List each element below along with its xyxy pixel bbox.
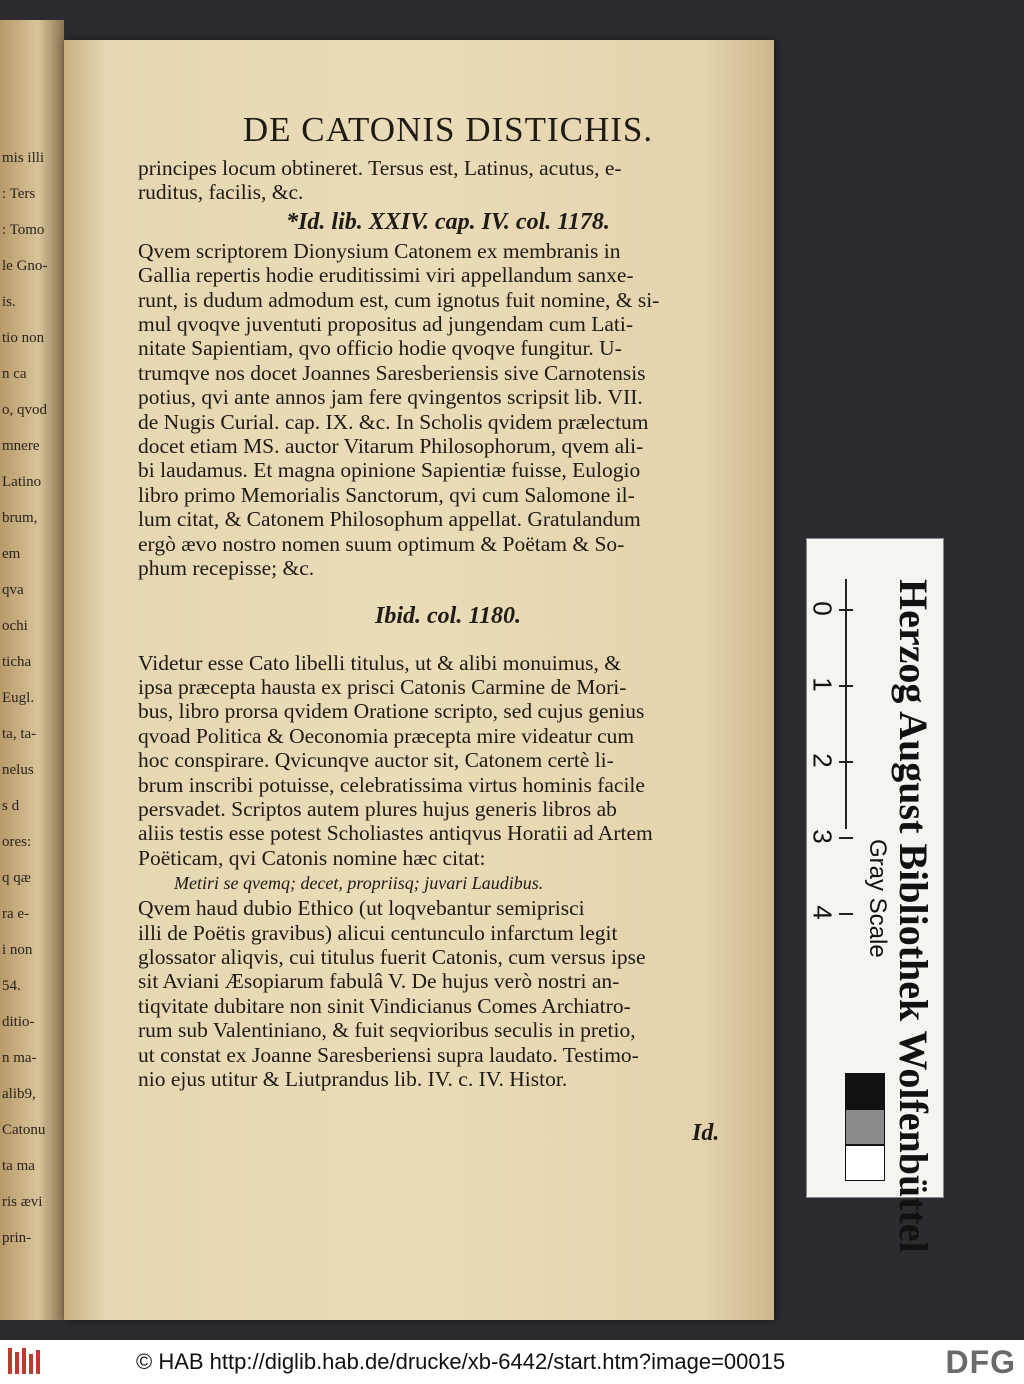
catchword: Id. [692,1120,720,1146]
text-line: brum inscribi potuisse, celebratissima virtus hominis facile [138,772,645,797]
text-line: phum recepisse; &c. [138,556,315,581]
text-line: sit Aviani Æsopiarum fabulâ V. De hujus verò nostri an- [138,969,620,994]
margin-fragment: ra e- [2,906,30,922]
margin-fragment: prin- [2,1230,32,1246]
margin-fragment: ores: [2,834,32,850]
margin-fragment: n ca [2,366,27,382]
text-line: bi laudamus. Et magna opinione Sapientiæ fuisse, Eulogio [138,458,641,483]
text-line: libro primo Memorialis Sanctorum, qvi cum Salomone il- [138,482,635,507]
ruler-scale [845,579,847,829]
text-line: aliis testis esse potest Scholiastes antiqvus Horatii ad Artem [138,821,653,846]
margin-fragment: : Tomo [2,222,45,238]
margin-fragment: i non [2,942,33,958]
text-line: Gallia repertis hodie eruditissimi viri appellandum sanxe- [138,263,634,288]
ruler-tick [839,685,853,687]
text-line: glossator aliqvis, cui titulus fuerit Catonis, cum versus ipse [138,944,646,969]
paragraph-c [138,651,758,871]
margin-fragment: tio non [2,330,45,346]
margin-fragment: em [2,546,21,562]
ruler-number: 2 [807,753,838,768]
text-line: potius, qvi ante annos jam fere qvingentos scripsit lib. VII. [138,385,643,410]
dfg-logo: DFG [945,1344,1016,1380]
margin-fragment: mnere [2,438,40,454]
footer-bar [0,1340,1024,1384]
ruler-number: 0 [807,601,838,616]
ruler-tick [839,913,853,915]
hab-logo-icon [8,1348,40,1374]
paragraph-a [138,156,758,205]
text-line: tiqvitate dubitare non sinit Vindicianus Comes Archiatro- [138,993,631,1018]
paragraph-d [138,896,758,1091]
text-line: mul qvoqve juventuti propositus ad jungendam cum Lati- [138,312,634,337]
ruler-tick [839,609,853,611]
margin-fragment: : Ters [2,186,36,202]
ruler-number: 3 [807,829,838,844]
margin-fragment: Catonu [2,1122,46,1138]
margin-fragment: 54. [2,978,21,994]
margin-fragment: s d [2,798,20,814]
left-page-edge [0,20,64,1320]
margin-fragment: qva [2,582,24,598]
text-line: nitate Sapientiam, qvo officio hodie qvoqve fungitur. U- [138,336,622,361]
text-line: docet etiam MS. auctor Vitarum Philosophorum, qvem ali- [138,434,644,459]
text-line: Qvem haud dubio Ethico (ut loqvebantur semiprisci [138,896,585,921]
margin-fragment: mis illi [2,150,45,166]
verse-quote: Metiri se qvemq; decet, propriisq; juvari Laudibus. [174,873,544,894]
margin-fragment: ta, ta- [2,726,37,742]
margin-fragment: is. [2,294,16,310]
text-line: qvoad Politica & Oeconomia præcepta mire videatur cum [138,723,635,748]
margin-fragment: q qæ [2,870,31,886]
margin-fragment: ticha [2,654,32,670]
gray-swatch [845,1145,885,1181]
margin-fragment: ditio- [2,1014,35,1030]
text-line: bus, libro prorsa qvidem Oratione scripto, sed cujus genius [138,699,645,724]
text-line: de Nugis Curial. cap. IX. &c. In Scholis qvidem prælectum [138,409,649,434]
book-page [64,40,774,1320]
text-line: ipsa præcepta hausta ex prisci Catonis Carmine de Mori- [138,674,627,699]
margin-fragment: nelus [2,762,34,778]
reference-heading-1: *Id. lib. XXIV. cap. IV. col. 1178. [286,208,610,235]
text-line: rum sub Valentiniano, & fuit seqvioribus seculis in pretio, [138,1018,636,1043]
running-title: DE CATONIS DISTICHIS. [242,110,654,149]
margin-fragment: Latino [2,474,42,490]
credit-link[interactable]: © HAB http://diglib.hab.de/drucke/xb-6442/start.htm?image=00015 [136,1349,786,1374]
margin-fragment: ochi [2,618,28,634]
text-line: Poëticam, qvi Catonis nomine hæc citat: [138,845,486,870]
gray-scale-label: Gray Scale [864,839,891,958]
gray-swatch [845,1073,885,1109]
text-line: ut constat ex Joanne Saresberiensi supra laudato. Testimo- [138,1042,639,1067]
ruler-number: 4 [807,905,838,920]
color-ruler [806,538,944,1253]
margin-fragment: Eugl. [2,690,35,706]
text-line: nio ejus utitur & Liutprandus lib. IV. c. IV. Histor. [138,1067,568,1091]
margin-fragment: ris ævi [2,1194,43,1210]
text-line: principes locum obtineret. Tersus est, Latinus, acutus, e- [138,156,622,180]
text-line: persvadet. Scriptos autem plures hujus generis libros ab [138,796,617,821]
reference-heading-2: Ibid. col. 1180. [374,602,521,629]
text-line: ruditus, facilis, &c. [138,180,304,205]
ruler-tick [839,837,853,839]
margin-fragment: le Gno- [2,258,48,274]
text-line: trumqve nos docet Joannes Saresberiensis sive Carnotensis [138,360,646,385]
text-line: hoc conspirare. Qvicunqve auctor sit, Catonem certè li- [138,748,614,773]
text-line: Videtur esse Cato libelli titulus, ut & alibi monuimus, & [138,650,622,675]
text-line: illi de Poëtis gravibus) alicui centunculo infarctum legit [138,920,618,945]
gray-swatch [845,1109,885,1145]
margin-fragment: n ma- [2,1050,37,1066]
library-name: Herzog August Bibliothek Wolfenbüttel [891,579,936,1253]
ruler-number: 1 [807,677,838,692]
paragraph-b [138,239,758,581]
ruler-tick [839,761,853,763]
margin-fragment: alib9, [2,1086,36,1102]
margin-fragment: o, qvod [2,402,47,418]
text-line: Qvem scriptorem Dionysium Catonem ex membranis in [138,238,621,263]
text-line: ergò ævo nostro nomen suum optimum & Poëtam & So- [138,531,625,556]
margin-fragment: brum, [2,510,38,526]
page-text [138,110,758,1091]
margin-fragment: ta ma [2,1158,35,1174]
text-line: lum citat, & Catonem Philosophum appellat. Gratulandum [138,507,641,532]
text-line: runt, is dudum admodum est, cum ignotus fuit nomine, & si- [138,287,660,312]
